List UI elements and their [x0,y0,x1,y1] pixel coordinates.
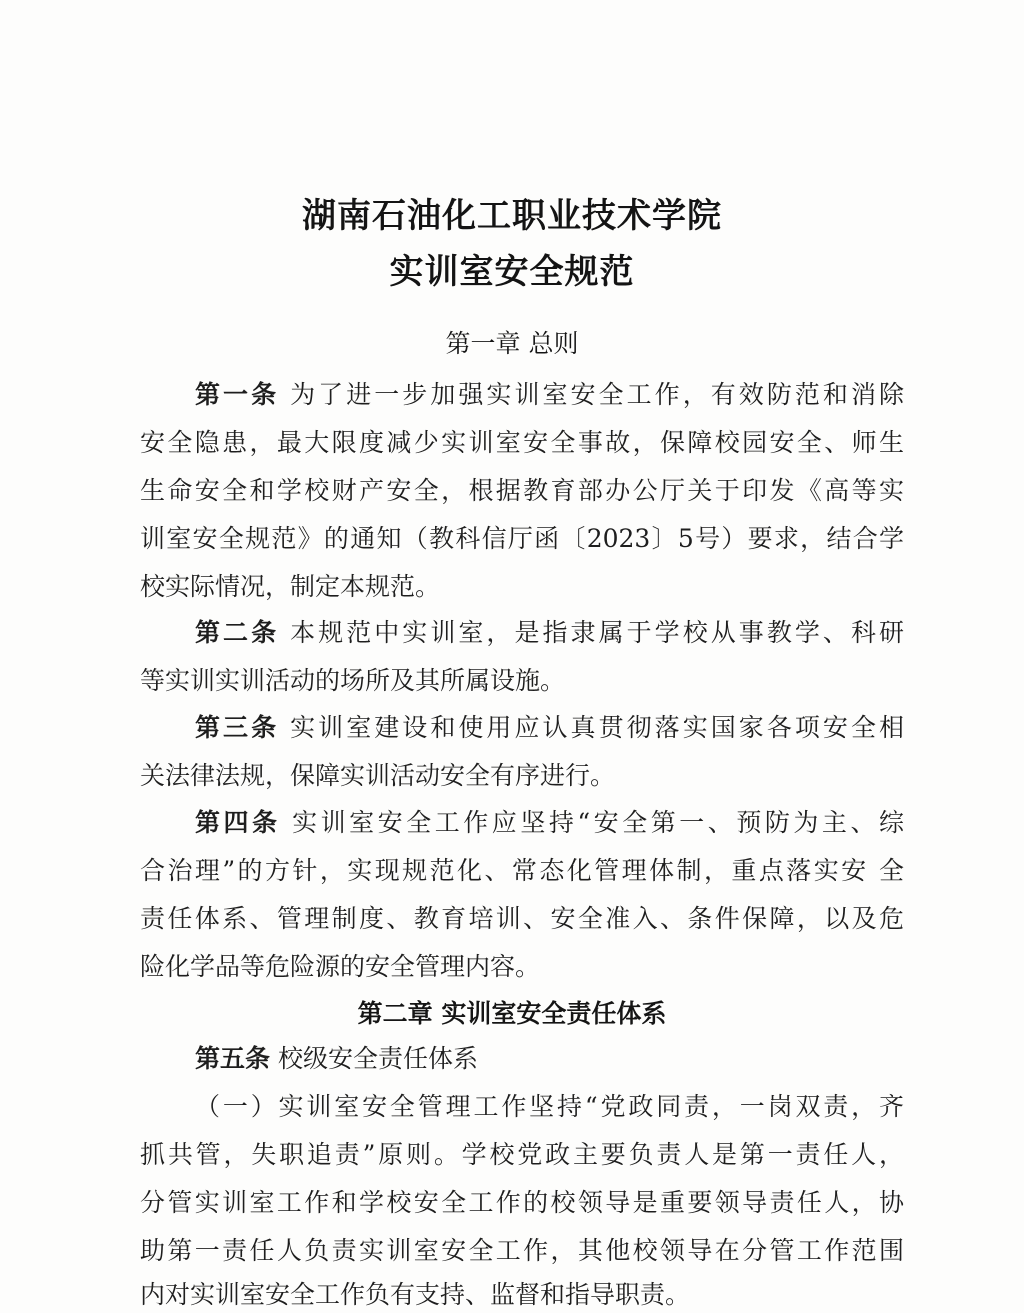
item-1-line-5: 内对实训室安全工作负有支持、监督和指导职责。 [140,1280,691,1309]
article-2-line-1 [195,616,904,650]
article-2-label: 第二条 [195,618,280,647]
article-1-line-4: 训室安全规范》的通知（教科信厅函〔2023〕5号）要求，结合学 [140,524,904,553]
article-5-heading: 校级安全责任体系 [277,1044,478,1073]
article-1-line-1 [195,378,904,412]
article-5-label: 第五条 [195,1044,271,1073]
article-1-line-3: 生命安全和学校财产安全，根据教育部办公厅关于印发《高等实 [140,476,904,505]
article-4-label: 第四条 [195,808,281,837]
item-1-line-2: 抓共管，失职追责”原则。学校党政主要负责人是第一责任人， [140,1140,904,1169]
article-3-line-1 [195,711,904,745]
article-3-label: 第三条 [195,713,280,742]
article-4-line-2: 合治理”的方针，实现规范化、常态化管理体制，重点落实安 全 [140,856,904,885]
item-1-line-1: （一）实训室安全管理工作坚持“党政同责，一岗双责，齐 [195,1092,904,1121]
article-1-text-1: 为了进一步加强实训室安全工作，有效防范和消除 [290,380,904,409]
article-4-line-4: 险化学品等危险源的安全管理内容。 [140,952,541,981]
article-1-line-5: 校实际情况，制定本规范。 [140,572,441,601]
item-1-line-4: 助第一责任人负责实训室安全工作，其他校领导在分管工作范围 [140,1236,904,1265]
document-title-line2: 实训室安全规范 [389,252,635,292]
article-2-text-1: 本规范中实训室，是指隶属于学校从事教学、科研 [290,618,904,647]
article-1-label: 第一条 [195,380,280,409]
document-title-line1: 湖南石油化工职业技术学院 [302,196,722,236]
article-4-text-1: 实训室安全工作应坚持“安全第一、预防为主、综 [292,808,904,837]
article-2-line-2: 等实训实训活动的场所及其所属设施。 [140,666,566,695]
article-3-text-1: 实训室建设和使用应认真贯彻落实国家各项安全相 [290,713,904,742]
chapter-heading-2: 第二章 实训室安全责任体系 [357,999,667,1028]
article-5-line-1 [195,1042,904,1076]
article-4-line-1 [195,806,904,840]
chapter-heading-1: 第一章 总则 [445,329,579,358]
item-1-line-3: 分管实训室工作和学校安全工作的校领导是重要领导责任人，协 [140,1188,904,1217]
article-1-line-2: 安全隐患，最大限度减少实训室安全事故，保障校园安全、师生 [140,428,904,457]
article-3-line-2: 关法律法规，保障实训活动安全有序进行。 [140,761,616,790]
article-4-line-3: 责任体系、管理制度、教育培训、安全准入、条件保障，以及危 [140,904,904,933]
